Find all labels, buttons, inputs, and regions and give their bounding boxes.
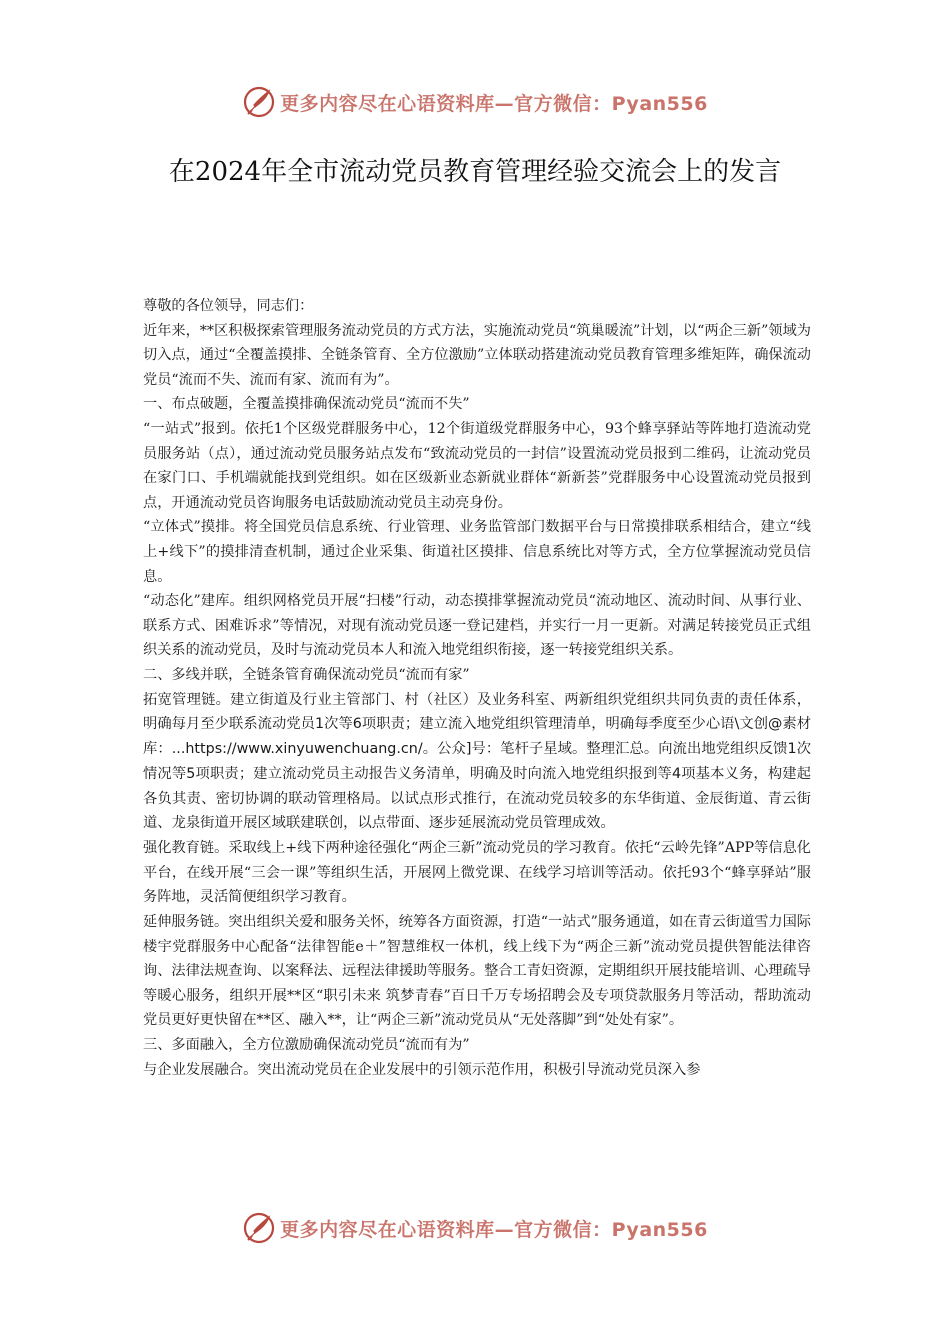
document-title: 在2024年全市流动党员教育管理经验交流会上的发言	[168, 157, 782, 187]
paragraph: “动态化”建库。组织网格党员开展“扫楼”行动，动态摸排掌握流动党员“流动地区、流动时间、从事行业、联系方式、困难诉求”等情况，对现有流动党员逐一登记建档，并实行一月一更新。对满足转接党员正式组织关系的流动党员，及时与流动党员本人和流入地党组织衔接，逐一转接党组织关系。	[143, 593, 811, 659]
watermark-footer	[0, 1208, 950, 1248]
paragraph: “一站式”报到。依托1个区级党群服务中心，12个街道级党群服务中心，93个蜂享驿站等阵地打造流动党员服务站（点），通过流动党员服务站点发布“致流动党员的一封信”设置流动党员报到二维码，让流动党员在家门口、手机端就能找到党组织。如在区级新业态新就业群体“新新荟”党群服务中心设置流动党员报到点，开通流动党员咨询服务电话鼓励流动党员主动亮身份。	[143, 420, 811, 511]
paragraph: “立体式”摸排。将全国党员信息系统、行业管理、业务监管部门数据平台与日常摸排联系相结合，建立“线上+线下”的摸排清查机制，通过企业采集、街道社区摸排、信息系统比对等方式，全方位掌握流动党员信息。	[143, 519, 811, 585]
paragraph: 三、多面融入，全方位激励确保流动党员“流而有为”	[143, 1037, 470, 1054]
watermark-text: 更多内容尽在心语资料库—官方微信：Pyan556	[280, 92, 708, 115]
paragraph: 拓宽管理链。建立街道及行业主管部门、村（社区）及业务科室、两新组织党组织共同负责的责任体系，明确每月至少联系流动党员1次等6项职责；建立流入地党组织管理清单，明确每季度至少心语\文创@素材库：...https://www.xinyuwenchuang.cn/。公众]号：笔杆子星域。整理汇总。向流出地党组织反馈1次情况等5项职责；建立流动党员主动报告义务清单，明确及时向流入地党组织报到等4项基本义务，构建起各负其责、密切协调的联动管理格局。以试点形式推行，在流动党员较多的东华街道、金辰街道、青云街道、龙泉街道开展区域联建联创，以点带面、逐步延展流动党员管理成效。	[143, 691, 811, 832]
watermark-header	[0, 82, 950, 122]
quill-logo-icon	[242, 1211, 276, 1245]
document-body	[143, 294, 811, 1082]
paragraph: 强化教育链。采取线上+线下两种途径强化“两企三新”流动党员的学习教育。依托“云岭先锋”APP等信息化平台，在线开展“三会一课”等组织生活，开展网上微党课、在线学习培训等活动。依托93个“蜂享驿站”服务阵地，灵活简便组织学习教育。	[143, 840, 811, 906]
watermark-text: 更多内容尽在心语资料库—官方微信：Pyan556	[280, 1218, 708, 1241]
paragraph: 二、多线并联，全链条管育确保流动党员“流而有家”	[143, 666, 470, 683]
paragraph: 延伸服务链。突出组织关爱和服务关怀，统筹各方面资源，打造“一站式”服务通道，如在青云街道雪力国际楼宇党群服务中心配备“法律智能e＋”智慧维权一体机，线上线下为“两企三新”流动党员提供智能法律咨询、法律法规查询、以案释法、远程法律援助等服务。整合工青妇资源，定期组织开展技能培训、心理疏导等暖心服务，组织开展**区“职引未来 筑梦青春”百日千万专场招聘会及专项贷款服务月等活动，帮助流动党员更好更快留在**区、融入**，让“两企三新”流动党员从“无处落脚”到“处处有家”。	[143, 914, 811, 1029]
paragraph: 尊敬的各位领导，同志们：	[143, 298, 314, 314]
paragraph: 与企业发展融合。突出流动党员在企业发展中的引领示范作用，积极引导流动党员深入参	[143, 1061, 701, 1078]
paragraph: 近年来，**区积极探索管理服务流动党员的方式方法，实施流动党员“筑巢暖流”计划，以“两企三新”领域为切入点，通过“全覆盖摸排、全链条管育、全方位激励”立体联动搭建流动党员教育管理多维矩阵，确保流动党员“流而不失、流而有家、流而有为”。	[143, 322, 811, 388]
quill-logo-icon	[242, 85, 276, 119]
paragraph: 一、布点破题，全覆盖摸排确保流动党员“流而不失”	[143, 396, 470, 413]
